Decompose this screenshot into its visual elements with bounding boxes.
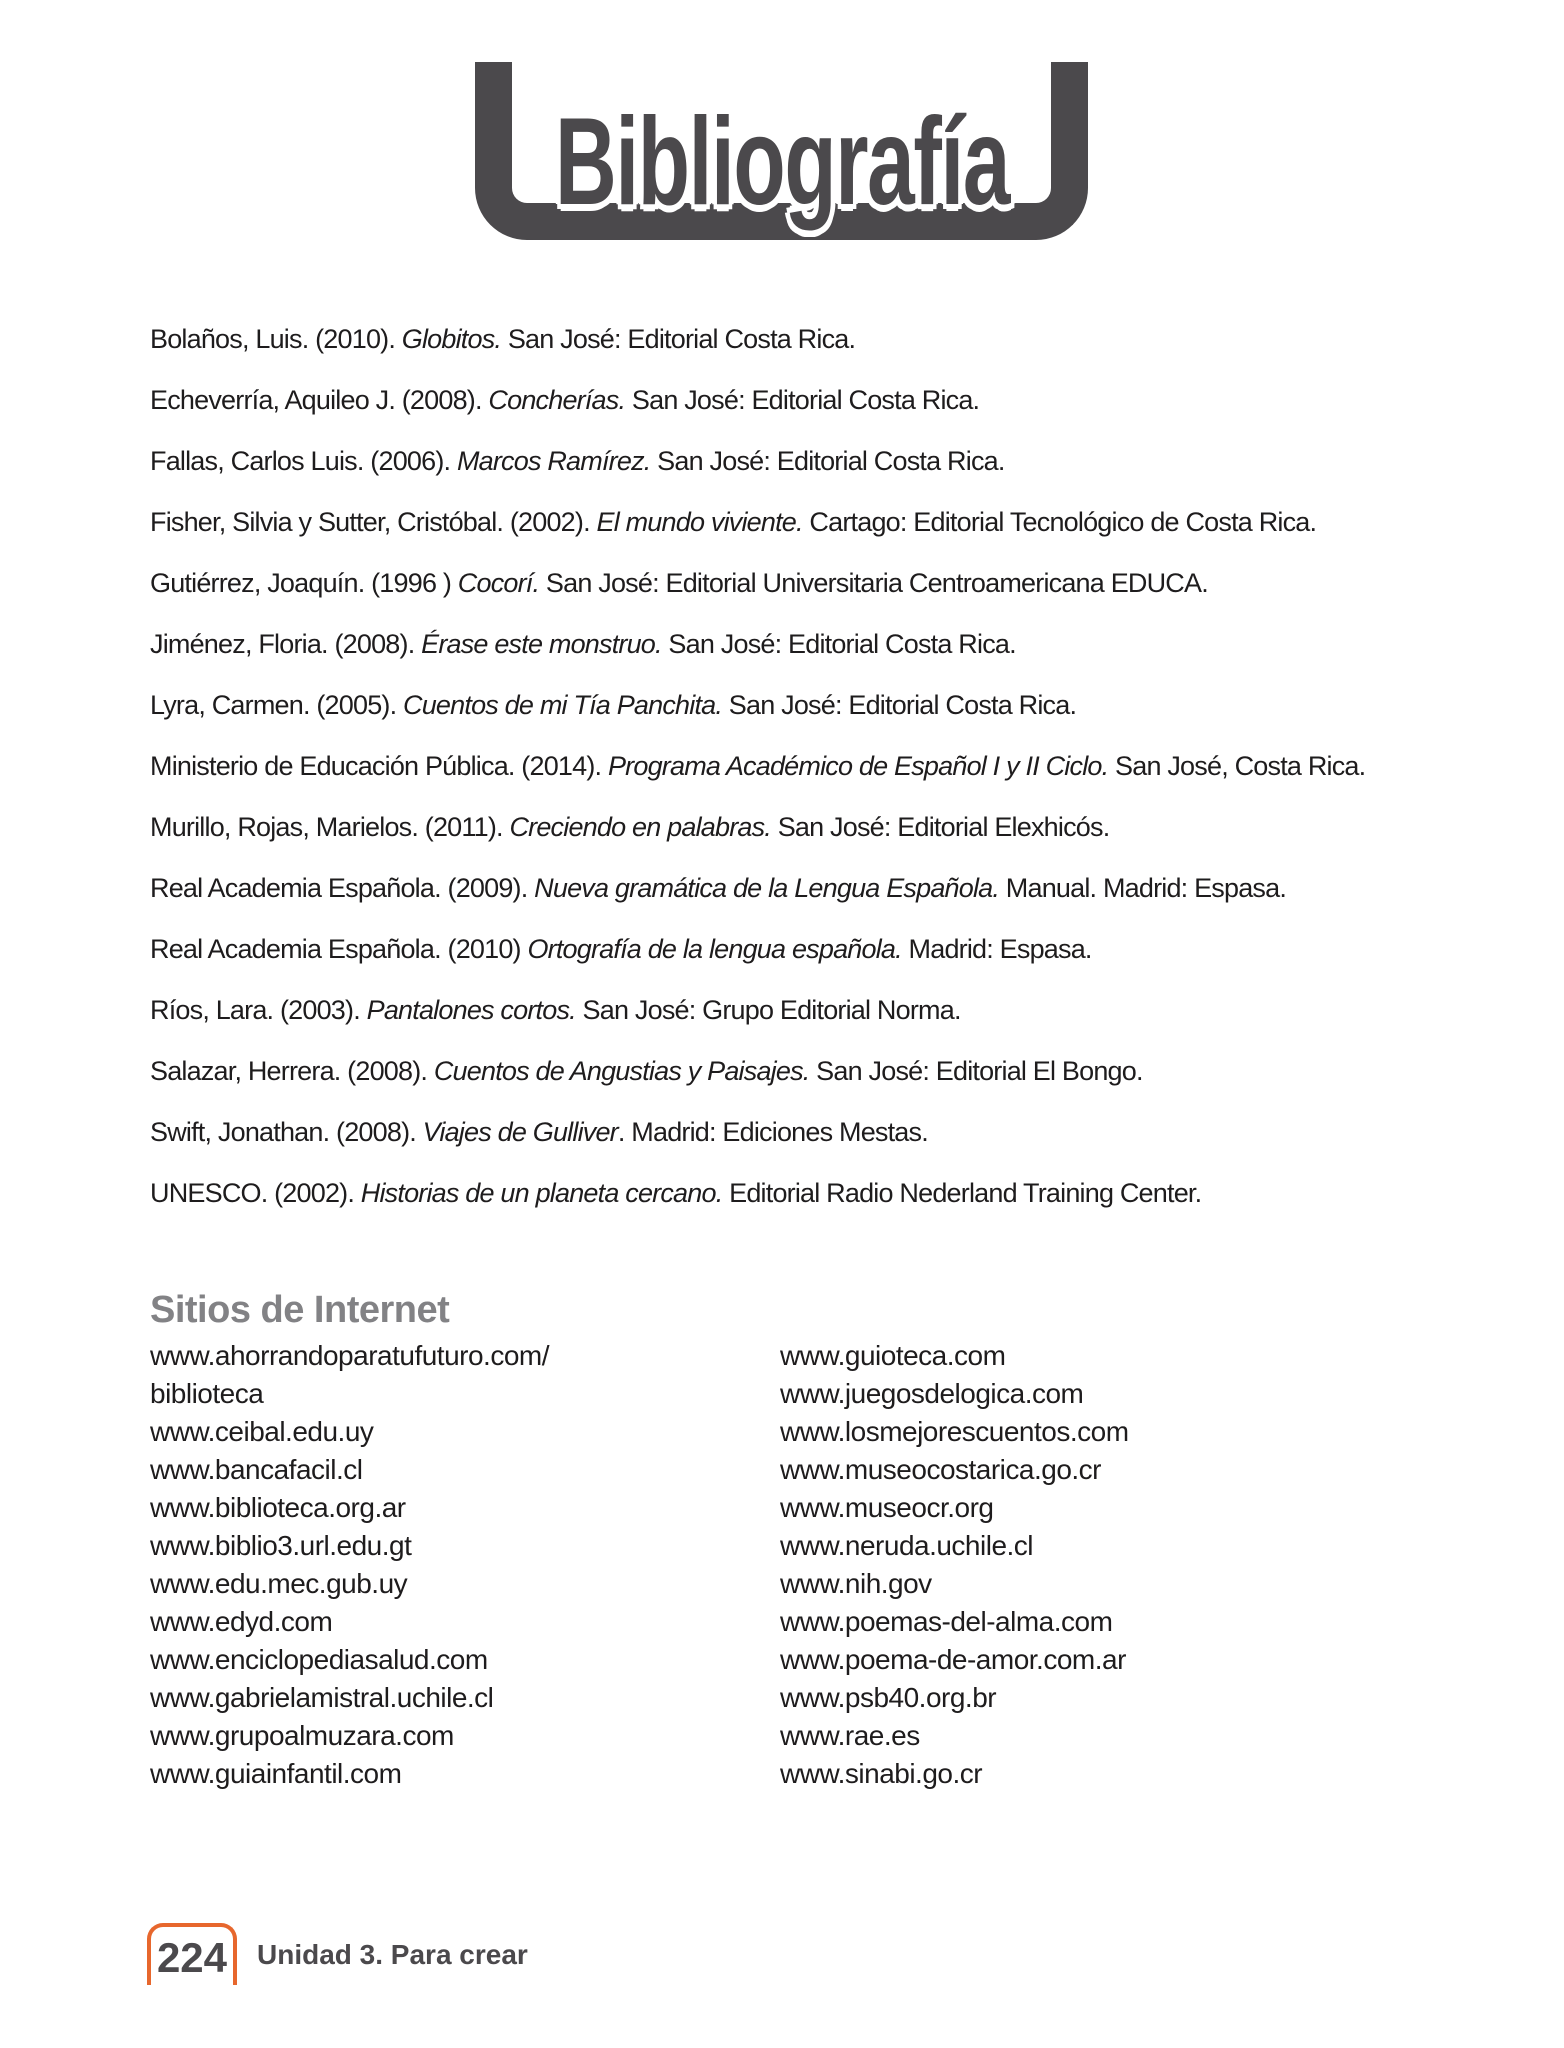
bibliography-entry — [150, 383, 1544, 417]
entry-publisher: San José: Grupo Editorial Norma. — [575, 995, 961, 1025]
page-header — [0, 0, 1564, 280]
entry-title: Pantalones cortos. — [366, 995, 576, 1025]
entry-author-year: Jiménez, Floria. (2008). — [150, 629, 422, 659]
entry-author-year: Lyra, Carmen. (2005). — [150, 690, 404, 720]
website-url: www.guiainfantil.com — [150, 1758, 402, 1789]
website-url: www.edyd.com — [150, 1606, 333, 1637]
website-url: www.museocr.org — [780, 1492, 994, 1523]
bibliography-entry — [150, 566, 1544, 600]
unit-label: Unidad 3. Para crear — [257, 1939, 528, 1970]
entry-title: Historias de un planeta cercano. — [360, 1178, 723, 1208]
entry-publisher: San José: Editorial Costa Rica. — [661, 629, 1016, 659]
entry-title: Creciendo en palabras. — [509, 812, 772, 842]
entry-author-year: Swift, Jonathan. (2008). — [150, 1117, 423, 1147]
website-url: www.neruda.uchile.cl — [780, 1530, 1034, 1561]
entry-publisher: San José: Editorial Costa Rica. — [501, 324, 856, 354]
page-title: Bibliografía — [554, 93, 1010, 231]
website-url: www.ahorrandoparatufuturo.com/ — [150, 1340, 549, 1371]
entry-author-year: Gutiérrez, Joaquín. (1996 ) — [150, 568, 458, 598]
website-url: www.poemas-del-alma.com — [780, 1606, 1113, 1637]
bibliography-list — [150, 322, 1544, 1237]
entry-title: Marcos Ramírez. — [456, 446, 651, 476]
website-url: www.bancafacil.cl — [150, 1454, 363, 1485]
bibliography-entry — [150, 1054, 1544, 1088]
website-url: www.enciclopediasalud.com — [150, 1644, 488, 1675]
website-url: www.losmejorescuentos.com — [780, 1416, 1129, 1447]
entry-author-year: Ministerio de Educación Pública. (2014). — [150, 751, 608, 781]
page-number-box — [147, 1923, 237, 1985]
entry-title: Programa Académico de Español I y II Ciclo. — [607, 751, 1109, 781]
entry-title: Cuentos de Angustias y Paisajes. — [433, 1056, 810, 1086]
entry-title: Concherías. — [488, 385, 626, 415]
entry-author-year: UNESCO. (2002). — [150, 1178, 361, 1208]
entry-title: Cuentos de mi Tía Panchita. — [403, 690, 723, 720]
websites-heading: Sitios de Internet — [150, 1289, 450, 1331]
entry-publisher: San José: Editorial Elexhicós. — [771, 812, 1110, 842]
website-url: www.juegosdelogica.com — [780, 1378, 1084, 1409]
website-url: www.biblioteca.org.ar — [150, 1492, 406, 1523]
website-url: www.gabrielamistral.uchile.cl — [150, 1682, 494, 1713]
entry-publisher: Cartago: Editorial Tecnológico de Costa Rica. — [802, 507, 1317, 537]
entry-title: Cocorí. — [457, 568, 540, 598]
bibliography-entry — [150, 932, 1544, 966]
bibliography-entry — [150, 810, 1544, 844]
bibliography-entry — [150, 871, 1544, 905]
entry-publisher: San José: Editorial Costa Rica. — [625, 385, 980, 415]
website-url: biblioteca — [150, 1378, 264, 1409]
bibliography-entry — [150, 993, 1544, 1027]
entry-title: Viajes de Gulliver — [422, 1117, 618, 1147]
website-url: www.biblio3.url.edu.gt — [150, 1530, 412, 1561]
entry-author-year: Salazar, Herrera. (2008). — [150, 1056, 434, 1086]
entry-publisher: . Madrid: Ediciones Mestas. — [617, 1117, 928, 1147]
entry-author-year: Fallas, Carlos Luis. (2006). — [150, 446, 457, 476]
page-number: 224 — [156, 1934, 228, 1981]
bibliography-entry — [150, 749, 1544, 783]
websites-right-column — [780, 1337, 1129, 1793]
bibliography-entry — [150, 505, 1544, 539]
entry-author-year: Murillo, Rojas, Marielos. (2011). — [150, 812, 510, 842]
bibliography-entry — [150, 1115, 1544, 1149]
entry-title: El mundo viviente. — [596, 507, 803, 537]
bibliography-entry — [150, 444, 1544, 478]
websites-left-column — [150, 1337, 549, 1793]
website-url: www.poema-de-amor.com.ar — [780, 1644, 1126, 1675]
website-url: www.museocostarica.go.cr — [780, 1454, 1102, 1485]
website-url: www.nih.gov — [780, 1568, 932, 1599]
website-url: www.guioteca.com — [780, 1340, 1006, 1371]
entry-publisher: San José: Editorial Universitaria Centroamericana EDUCA. — [539, 568, 1208, 598]
entry-author-year: Bolaños, Luis. (2010). — [150, 324, 402, 354]
entry-author-year: Echeverría, Aquileo J. (2008). — [150, 385, 489, 415]
entry-publisher: San José: Editorial El Bongo. — [809, 1056, 1143, 1086]
bibliography-entry — [150, 1176, 1544, 1210]
entry-title: Globitos. — [401, 324, 502, 354]
entry-publisher: Manual. Madrid: Espasa. — [999, 873, 1287, 903]
entry-author-year: Real Academia Española. (2010) — [150, 934, 528, 964]
bibliography-entry — [150, 627, 1544, 661]
bibliography-entry — [150, 322, 1544, 356]
website-url: www.sinabi.go.cr — [780, 1758, 983, 1789]
website-url: www.edu.mec.gub.uy — [150, 1568, 408, 1599]
entry-publisher: San José: Editorial Costa Rica. — [650, 446, 1005, 476]
entry-author-year: Real Academia Española. (2009). — [150, 873, 535, 903]
entry-author-year: Fisher, Silvia y Sutter, Cristóbal. (2002). — [150, 507, 597, 537]
entry-title: Ortografía de la lengua española. — [527, 934, 902, 964]
website-url: www.rae.es — [780, 1720, 920, 1751]
entry-publisher: Madrid: Espasa. — [901, 934, 1092, 964]
entry-publisher: San José, Costa Rica. — [1108, 751, 1366, 781]
entry-author-year: Ríos, Lara. (2003). — [150, 995, 367, 1025]
website-url: www.ceibal.edu.uy — [150, 1416, 374, 1447]
website-url: www.grupoalmuzara.com — [150, 1720, 454, 1751]
entry-title: Érase este monstruo. — [421, 629, 662, 659]
entry-publisher: Editorial Radio Nederland Training Center. — [722, 1178, 1202, 1208]
entry-title: Nueva gramática de la Lengua Española. — [534, 873, 1000, 903]
bibliography-entry — [150, 688, 1544, 722]
website-url: www.psb40.org.br — [780, 1682, 997, 1713]
entry-publisher: San José: Editorial Costa Rica. — [722, 690, 1077, 720]
